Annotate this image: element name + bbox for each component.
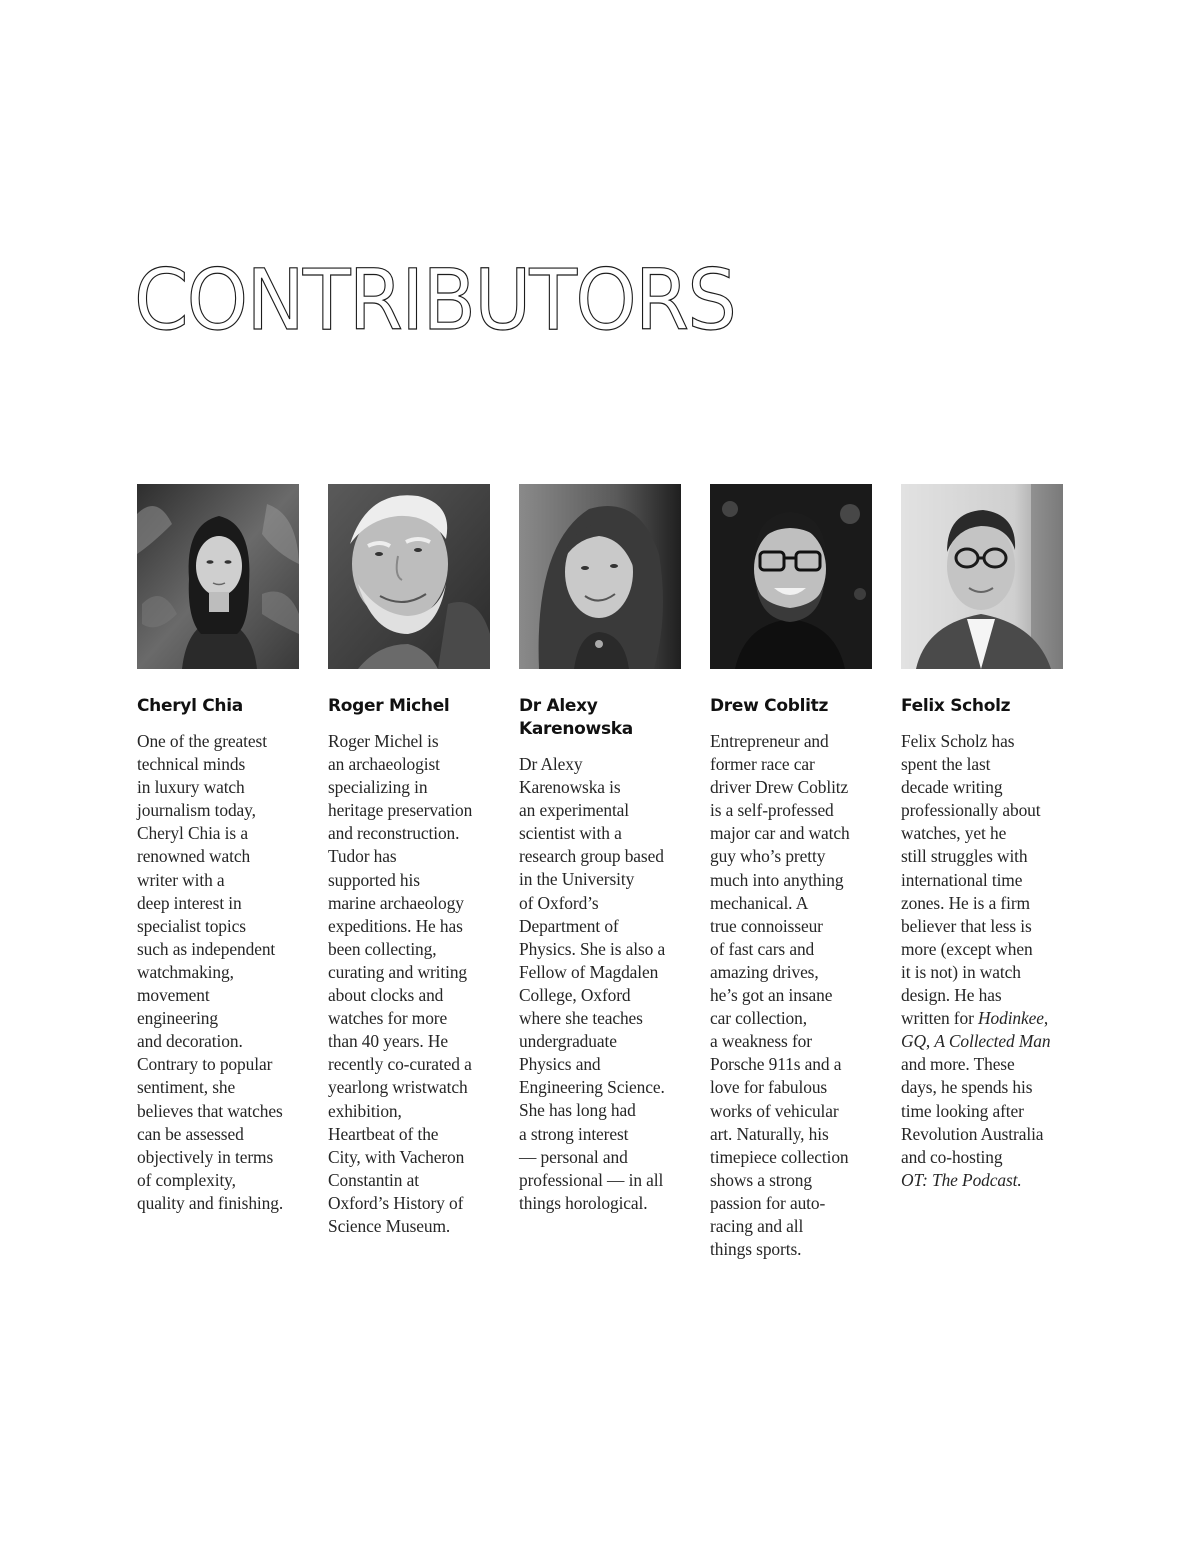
portrait-alexy-karenowska [519, 484, 681, 669]
contributor-bio: Roger Michel is an archaeologist specializing in heritage preservation and reconstruction. Tudor has supported his marine archaeology expeditions. He has been collecting, curating and writing about clocks and watches for more than 40 years. He recently co-curated a yearlong wristwatch exhibition, Heartbeat of the City, with Vacheron Constantin at Oxford’s History of Science Museum. [328, 731, 473, 1236]
publication-name: Hodinkee [978, 1008, 1044, 1029]
contributor-name: Roger Michel [328, 696, 450, 716]
portrait-felix-scholz [901, 484, 1063, 669]
page-title [134, 251, 780, 349]
contributor-bio: Dr Alexy Karenowska is an experimental scientist with a research group based in the University of Oxford’s Department of Physics. She is also a Fellow of Magdalen College, Oxford where she teaches undergraduate Physics and Engineering Science. She has long had a strong interest — personal and professional — in all things horological. [519, 754, 666, 1213]
contributor-card-roger-michel [328, 484, 500, 1238]
bio-separator: , [925, 1031, 935, 1052]
page-title-text: CONTRIBUTORS [134, 251, 736, 349]
contributor-name: Felix Scholz [901, 696, 1011, 716]
contributors-grid [137, 484, 1067, 1304]
contributor-bio: Entrepreneur and former race car driver Drew Coblitz is a self-professed major car and watch guy who’s pretty much into anything mechanical. A true connoisseur of fast cars and amazing drives, he’s got an insane car collection, a weakness for Porsche 911s and a love for fabulous works of vehicular art. Naturally, his timepiece collection shows a strong passion for auto- racing and all things sports. [710, 731, 850, 1260]
contributor-card-cheryl-chia [137, 484, 309, 1215]
contributor-name: Dr Alexy Karenowska [519, 696, 633, 739]
bio-text: Felix Scholz has spent the last decade writing professionally about watches, yet he still struggles with international time zones. He is a firm believer that less is more (except when it is not) in watch design. He has written for [901, 731, 1041, 1029]
portrait-roger-michel [328, 484, 490, 669]
portrait-cheryl-chia [137, 484, 299, 669]
contributor-bio: One of the greatest technical minds in luxury watch journalism today, Cheryl Chia is a renowned watch writer with a deep interest in specialist topics such as independent watchmaking, movement engineering and decoration. Contrary to popular sentiment, she believes that watches can be assessed objectively in terms of complexity, quality and finishing. [137, 731, 284, 1213]
contributor-card-felix-scholz [901, 484, 1073, 1192]
publication-name: GQ [901, 1031, 926, 1052]
contributor-bio [901, 730, 1073, 1192]
podcast-name: OT: The Podcast. [901, 1169, 1022, 1190]
contributor-name: Cheryl Chia [137, 696, 243, 716]
bio-text: and more. These days, he spends his time looking after Revolution Australia and co-hosting [901, 1054, 1044, 1167]
contributor-card-alexy-karenowska [519, 484, 691, 1215]
bio-separator: , [1043, 1008, 1049, 1029]
contributor-card-drew-coblitz [710, 484, 882, 1261]
contributor-name: Drew Coblitz [710, 696, 829, 716]
publication-name: A Collected Man [934, 1031, 1051, 1052]
portrait-drew-coblitz [710, 484, 872, 669]
